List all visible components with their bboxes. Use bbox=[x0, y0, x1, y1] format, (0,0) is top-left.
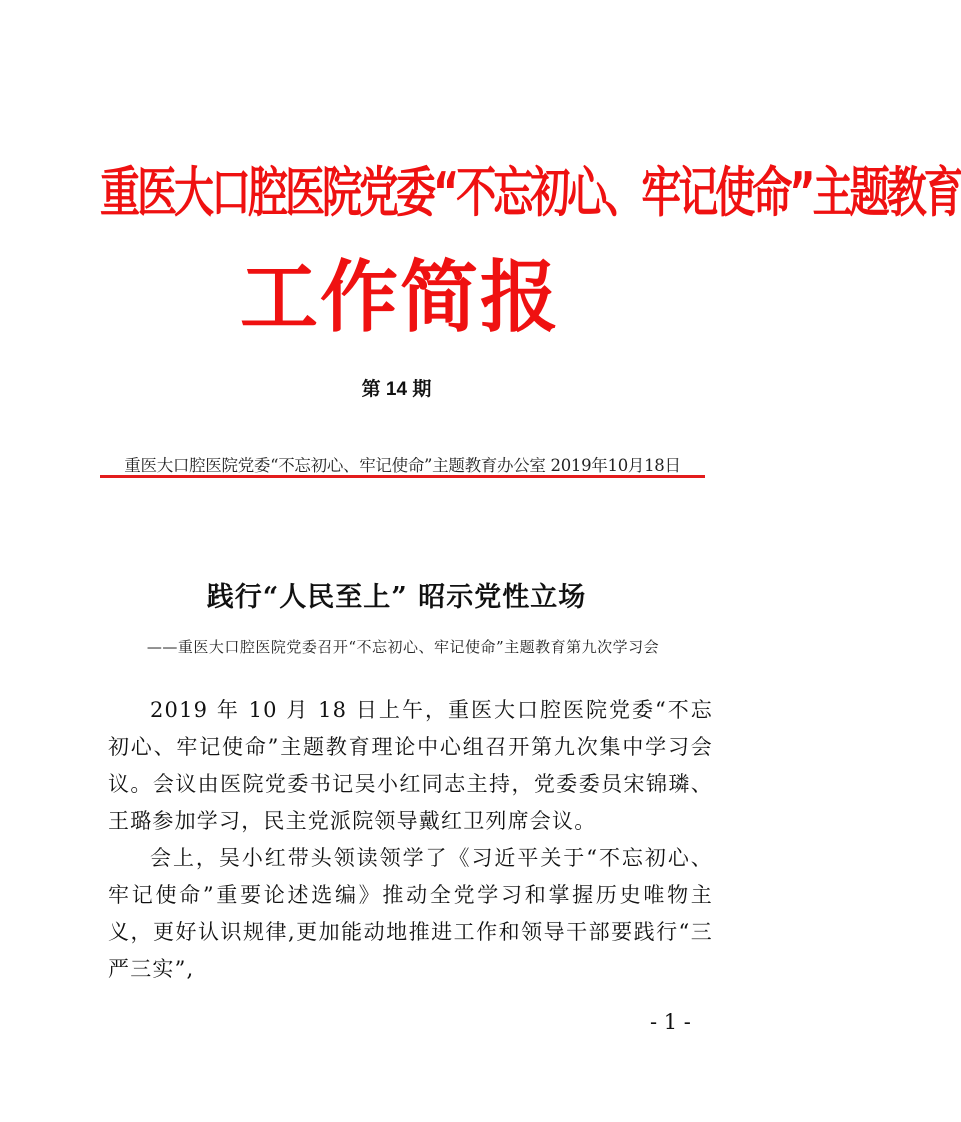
paragraph-2: 会上，吴小红带头领读领学了《习近平关于“不忘初心、牢记使命”重要论述选编》推动全党学习和掌握历史唯物主义，更好认识规律,更加能动地推进工作和领导干部要践行“三严三实”, bbox=[108, 846, 713, 981]
article-title: 践行“人民至上” 昭示党性立场 bbox=[206, 582, 587, 613]
issuing-office-and-date: 重医大口腔医院党委“不忘初心、牢记使命”主题教育办公室 2019年10月18日 bbox=[124, 456, 681, 475]
briefing-title-line-2: 工作简报 bbox=[239, 253, 560, 343]
issue-number: 第 14 期 bbox=[361, 379, 432, 400]
paragraph-1: 2019 年 10 月 18 日上午，重医大口腔医院党委“不忘初心、牢记使命”主题教育理论中心组召开第九次集中学习会议。会议由医院党委书记吴小红同志主持，党委委员宋锦璘、王璐参加学习，民主党派院领导戴红卫列席会议。 bbox=[108, 698, 713, 833]
page-number: - 1 - bbox=[650, 1010, 691, 1034]
article-subtitle: ——重医大口腔医院党委召开“不忘初心、牢记使命”主题教育第九次学习会 bbox=[146, 638, 660, 656]
article-body bbox=[108, 692, 713, 988]
red-divider-rule bbox=[100, 475, 705, 478]
briefing-title-line-1: 重医大口腔医院党委“不忘初心、牢记使命”主题教育 bbox=[100, 162, 961, 225]
